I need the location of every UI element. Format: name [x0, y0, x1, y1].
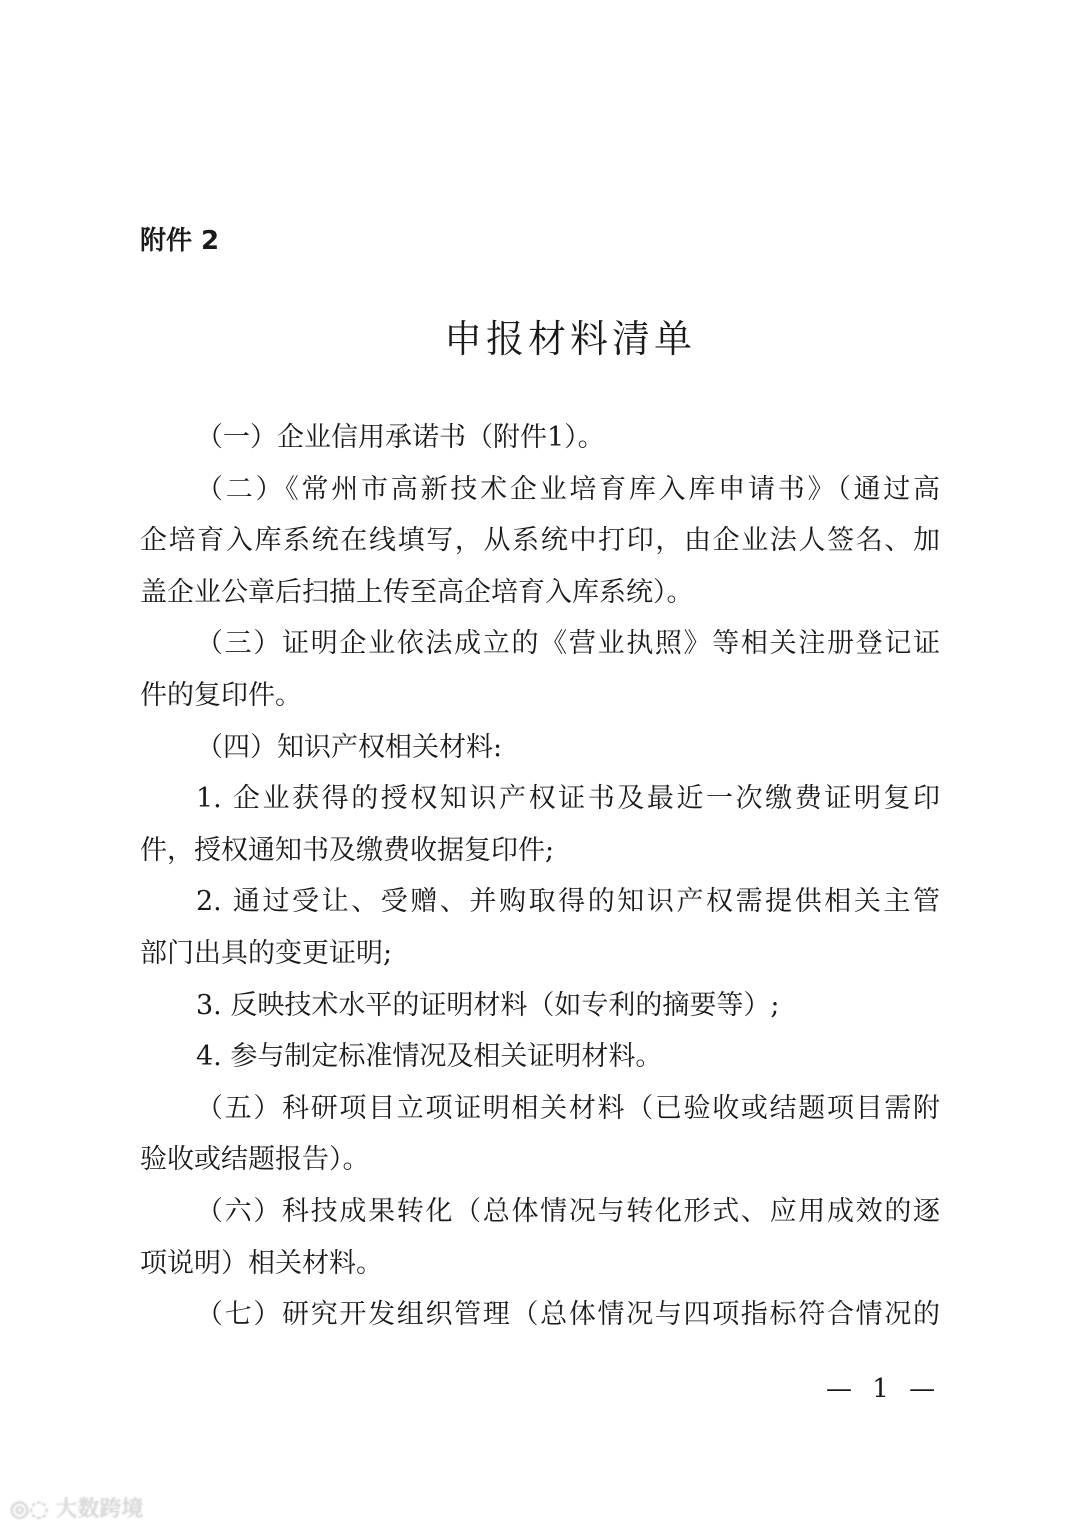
text-line: （七）研究开发组织管理（总体情况与四项指标符合情况的	[196, 1299, 940, 1331]
document-body	[140, 418, 940, 1347]
text-line: 验收或结题报告）。	[140, 1144, 370, 1176]
watermark-text: 大数跨境	[55, 1497, 144, 1522]
text-line: 4. 参与制定标准情况及相关证明材料。	[196, 1041, 663, 1073]
text-line: 项说明）相关材料。	[140, 1247, 383, 1279]
document-title: 申报材料清单	[443, 317, 696, 361]
text-line: 件，授权通知书及缴费收据复印件;	[140, 834, 555, 866]
text-line: （五）科研项目立项证明相关材料（已验收或结题项目需附	[196, 1092, 940, 1124]
text-line: （六）科技成果转化（总体情况与转化形式、应用成效的逐	[196, 1195, 940, 1227]
page-number: — 1 —	[826, 1374, 942, 1404]
text-line: （三）证明企业依法成立的《营业执照》等相关注册登记证	[196, 628, 940, 660]
text-line: （一）企业信用承诺书（附件1）。	[196, 422, 605, 453]
attachment-label: 附件 2	[140, 226, 220, 256]
text-line: 部门出具的变更证明;	[140, 937, 393, 969]
watermark-logo: ◎◌ 大数跨境	[10, 1497, 144, 1522]
text-line: 盖企业公章后扫描上传至高企培育入库系统）。	[140, 576, 694, 608]
text-line: （二）《常州市高新技术企业培育库入库申请书》（通过高	[196, 473, 940, 505]
text-line: 件的复印件。	[140, 679, 302, 711]
text-line: 3. 反映技术水平的证明材料（如专利的摘要等）;	[196, 989, 780, 1021]
text-line: 1. 企业获得的授权知识产权证书及最近一次缴费证明复印	[196, 783, 940, 815]
text-line: 企培育入库系统在线填写，从系统中打印，由企业法人签名、加	[140, 525, 940, 557]
text-line: 2. 通过受让、受赠、并购取得的知识产权需提供相关主管	[196, 886, 940, 918]
text-line: （四）知识产权相关材料:	[196, 731, 503, 763]
